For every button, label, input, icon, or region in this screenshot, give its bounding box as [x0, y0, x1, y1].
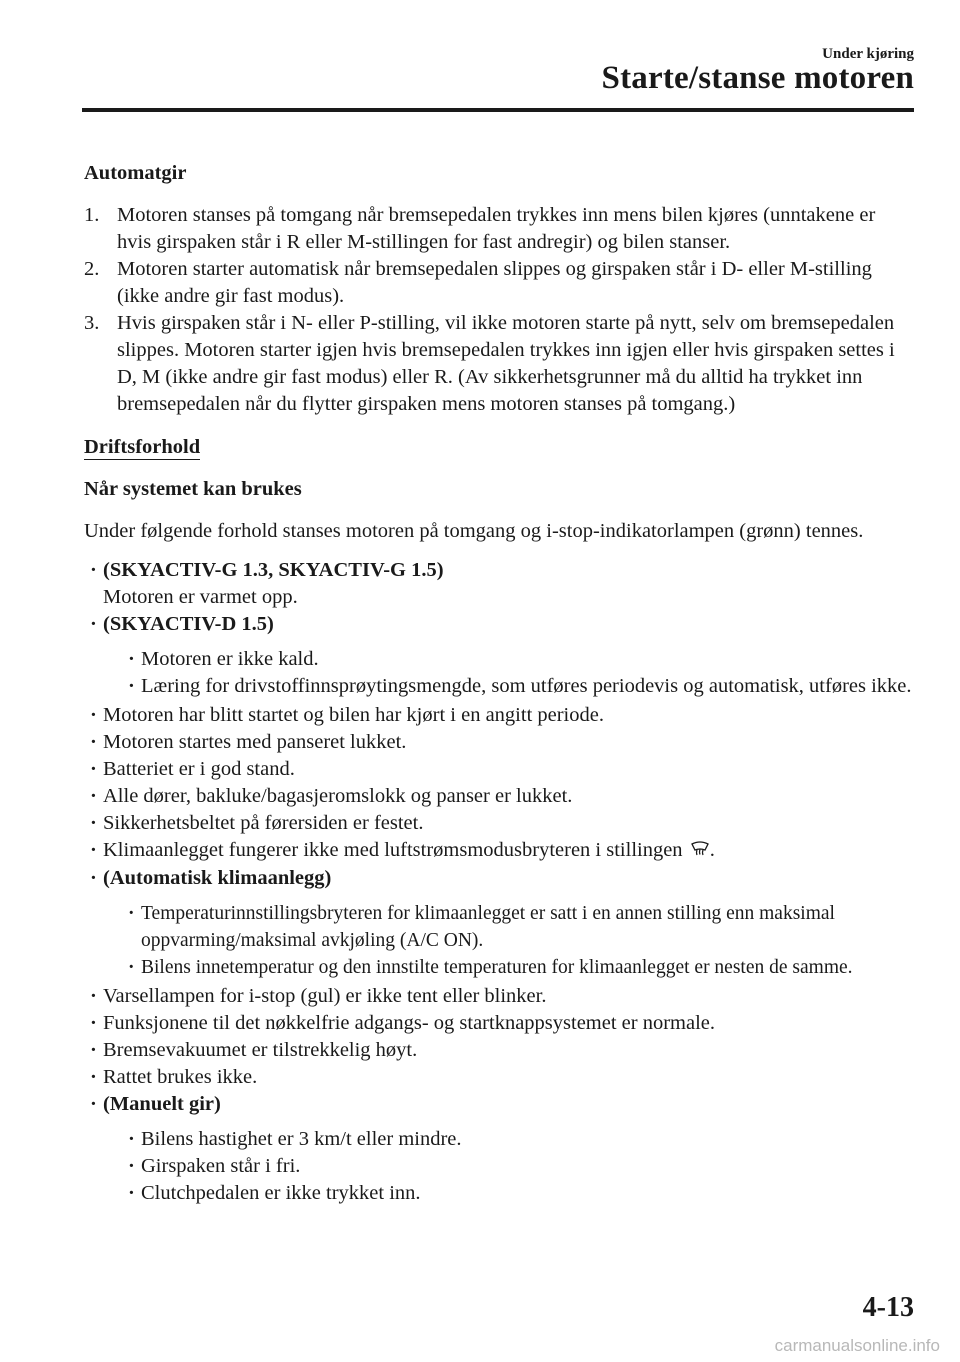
header-rule [82, 108, 914, 112]
list-item: · Motoren startes med panseret lukket. [84, 729, 914, 756]
list-item: · Funksjonene til det nøkkelfrie adgangs- og startknappsystemet er normale. [84, 1010, 914, 1037]
automatic-heading: Automatgir [84, 162, 187, 184]
step-text: Motoren starter automatisk når bremsepedalen slippes og girspaken står i D- eller M-stilling (ikke andre gir fast modus). [117, 258, 872, 307]
conditions-list [84, 557, 914, 1207]
header-section: Under kjøring [822, 46, 914, 62]
climate-text: Klimaanlegget fungerer ikke med luftstrømsmodusbryteren i stillingen [103, 839, 683, 861]
skyactiv-d-sublist [103, 646, 914, 700]
sub-list-item: · Læring for drivstoffinnsprøytingsmengde, som utføres periodevis og automatisk, utføres ikke. [122, 673, 914, 700]
list-item: · Varsellampen for i-stop (gul) er ikke tent eller blinker. [84, 983, 914, 1010]
step-number: 2. [84, 258, 100, 280]
list-item [84, 611, 914, 700]
sub-list-item: · Temperaturinnstillingsbryteren for klimaanlegget er satt i en annen stilling enn maksimal oppvarming/maksimal avkjøling (A/C ON). [122, 900, 914, 954]
manual-label: (Manuelt gir) [103, 1093, 221, 1115]
step-item [84, 202, 914, 256]
skyactiv-d-label: (SKYACTIV-D 1.5) [103, 613, 274, 635]
list-item [84, 557, 914, 611]
list-item: · Batteriet er i god stand. [84, 756, 914, 783]
climate-end: . [709, 839, 715, 861]
auto-climate-sublist [103, 900, 914, 981]
list-item: · Alle dører, bakluke/bagasjeromslokk og panser er lukket. [84, 783, 914, 810]
auto-climate-label: (Automatisk klimaanlegg) [103, 867, 332, 889]
list-item: · Rattet brukes ikke. [84, 1064, 914, 1091]
list-item [84, 1091, 914, 1207]
page-content [84, 160, 914, 1207]
defrost-icon [690, 838, 710, 865]
step-number: 1. [84, 204, 100, 226]
sub-list-item: · Motoren er ikke kald. [122, 646, 914, 673]
list-item: · Sikkerhetsbeltet på førersiden er festet. [84, 810, 914, 837]
automatic-steps [84, 202, 914, 418]
step-item [84, 256, 914, 310]
conditions-intro: Under følgende forhold stanses motoren på tomgang og i-stop-indikatorlampen (grønn) tennes. [84, 520, 864, 542]
watermark: carmanualsonline.info [774, 1336, 940, 1355]
sub-list-item: · Clutchpedalen er ikke trykket inn. [122, 1180, 914, 1207]
sub-list-item: · Girspaken står i fri. [122, 1153, 914, 1180]
list-item: · Bremsevakuumet er tilstrekkelig høyt. [84, 1037, 914, 1064]
skyactiv-g-text: Motoren er varmet opp. [103, 586, 298, 608]
step-text: Motoren stanses på tomgang når bremsepedalen trykkes inn mens bilen kjøres (unntakene er hvis girspaken står i R eller M-stillingen for fast andregir) og bilen stanser. [117, 204, 876, 253]
list-item [84, 865, 914, 981]
sub-list-item: · Bilens hastighet er 3 km/t eller mindre. [122, 1126, 914, 1153]
step-text: Hvis girspaken står i N- eller P-stilling, vil ikke motoren starte på nytt, selv om bremsepedalen slippes. Motoren starter igjen hvis bremsepedalen trykkes inn igjen eller hvis girspaken settes i D, M (ikke andre gir fast modus) eller R. (Av sikkerhetsgrunner må du alltid ha trykket inn bremsepedalen når du flytter girspaken mens motoren stanses på tomgang.) [117, 312, 895, 415]
step-number: 3. [84, 312, 100, 334]
page-number: 4-13 [862, 1292, 914, 1323]
manual-sublist [103, 1126, 914, 1207]
skyactiv-g-label: (SKYACTIV-G 1.3, SKYACTIV-G 1.5) [103, 559, 444, 581]
step-item [84, 310, 914, 418]
conditions-subheading: Når systemet kan brukes [84, 478, 302, 500]
page-title: Starte/stanse motoren [601, 60, 914, 96]
sub-list-item: · Bilens innetemperatur og den innstilte temperaturen for klimaanlegget er nesten de samme. [122, 954, 914, 981]
list-item: · Motoren har blitt startet og bilen har kjørt i en angitt periode. [84, 702, 914, 729]
list-item [84, 837, 914, 865]
section-heading: Driftsforhold [84, 436, 201, 458]
